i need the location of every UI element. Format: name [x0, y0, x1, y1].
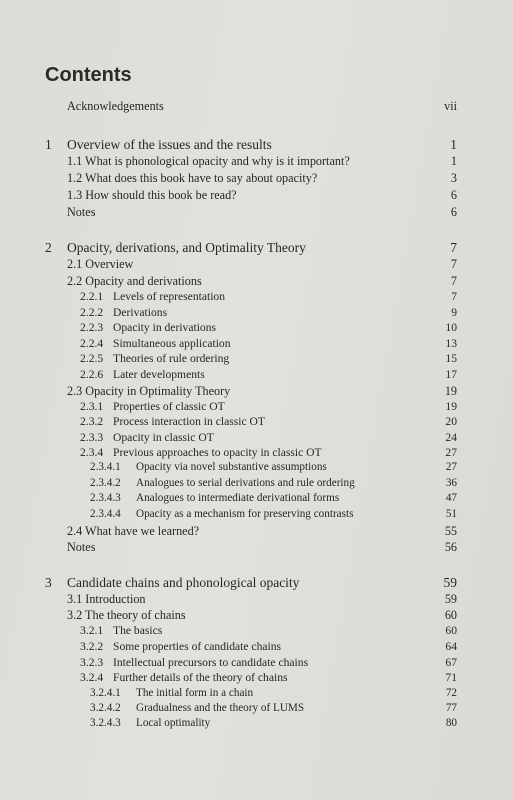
toc-entry-title: Further details of the theory of chains: [113, 671, 288, 684]
toc-entry-page-number: 17: [445, 368, 457, 381]
toc-entry-page-number: 6: [450, 205, 457, 219]
toc-entry-page-number: 3: [450, 171, 457, 185]
toc-entry-page-number: 59: [444, 592, 457, 606]
toc-entry-title: Notes: [67, 205, 96, 219]
toc-entry-number: 3.2.4.3: [90, 717, 121, 729]
toc-entry-title: Gradualness and the theory of LUMS: [136, 702, 305, 714]
toc-entry-page-number: 20: [445, 415, 457, 428]
toc-entry-title: Some properties of candidate chains: [113, 640, 282, 653]
toc-entry-page-number: 56: [444, 540, 457, 554]
toc-entry-page-number: 7: [450, 257, 457, 271]
toc-entry-page-number: 47: [445, 492, 457, 504]
toc-entry-number: 2.2.1: [80, 290, 104, 303]
toc-entry-page-number: 24: [445, 431, 457, 444]
toc-entry-page-number: 7: [450, 274, 457, 288]
toc-entry-page-number: 6: [450, 188, 457, 202]
toc-entry-page-number: 19: [444, 384, 457, 398]
toc-entry-page-number: 1: [450, 154, 457, 168]
toc-entry-page-number: 13: [445, 337, 457, 350]
toc-entry-number: 3.2.4.1: [90, 687, 121, 699]
toc-entry-number: 3.2.4: [80, 671, 104, 684]
toc-entry-title: 3.1 Introduction: [67, 592, 146, 606]
toc-entry-page-number: 27: [445, 446, 457, 459]
toc-entry-number: 2.2.4: [80, 337, 104, 350]
toc-entry-number: 3.2.3: [80, 656, 104, 669]
toc-entry-page-number: 1: [450, 137, 457, 152]
toc-entry-number: 2.2.3: [80, 321, 104, 334]
toc-entry-title: Process interaction in classic OT: [113, 415, 265, 428]
toc-entry-number: 2.3.2: [80, 415, 104, 428]
toc-entry-title: 3.2 The theory of chains: [67, 608, 186, 622]
toc-entry-page-number: 55: [444, 524, 457, 538]
toc-entry-title: Analogues to serial derivations and rule ordering: [136, 477, 355, 489]
toc-entry-number: 2: [45, 240, 52, 255]
toc-entry-title: Simultaneous application: [113, 337, 231, 350]
toc-entry-number: 2.3.1: [80, 400, 104, 413]
toc-entry-number: 2.3.4.3: [90, 492, 121, 504]
toc-entry-title: 2.2 Opacity and derivations: [67, 274, 202, 288]
page-title: Contents: [45, 64, 132, 86]
toc-entry-number: 2.3.4.1: [90, 461, 121, 473]
toc-entry-title: Previous approaches to opacity in classic OT: [113, 446, 322, 459]
toc-entry-page-number: 67: [445, 656, 457, 669]
toc-entry-title: 2.3 Opacity in Optimality Theory: [67, 384, 231, 398]
toc-entry-page-number: 60: [445, 624, 457, 637]
toc-entry-title: Analogues to intermediate derivational forms: [136, 492, 340, 504]
toc-entry-page-number: 72: [445, 687, 457, 699]
toc-entry-number: 3.2.2: [80, 640, 104, 653]
toc-entry-number: 2.3.4.2: [90, 477, 121, 489]
toc-entry-title: Opacity in derivations: [113, 321, 217, 334]
toc-entry-title: Notes: [67, 540, 96, 554]
toc-entry-page-number: 51: [445, 508, 457, 520]
toc-entry-title: Theories of rule ordering: [113, 352, 230, 365]
toc-entry-number: 3.2.4.2: [90, 702, 121, 714]
toc-entry-number: 2.2.2: [80, 306, 104, 319]
toc-entry-number: 3: [45, 575, 52, 590]
toc-entry-page-number: 9: [451, 306, 457, 319]
toc-entry-page-number: 27: [445, 461, 457, 473]
toc-entry-page-number: vii: [444, 99, 457, 113]
toc-entry-title: Opacity via novel substantive assumptions: [136, 461, 327, 473]
toc-entry-number: 3.2.1: [80, 624, 104, 637]
toc-entry-title: Later developments: [113, 368, 205, 381]
toc-entry-title: 2.1 Overview: [67, 257, 134, 271]
toc-entry-title: Derivations: [113, 306, 168, 319]
toc-entry-number: 2.3.3: [80, 431, 104, 444]
toc-entry-title: 1.3 How should this book be read?: [67, 188, 237, 202]
toc-entry-title: Overview of the issues and the results: [67, 137, 272, 152]
toc-entry-title: The basics: [113, 624, 163, 637]
toc-entry-page-number: 7: [450, 240, 457, 255]
toc-entry-page-number: 59: [443, 575, 457, 590]
toc-entry-title: Opacity as a mechanism for preserving contrasts: [136, 508, 354, 520]
toc-entry-number: 2.3.4.4: [90, 508, 121, 520]
toc-entry-page-number: 64: [445, 640, 457, 653]
toc-entry-number: 2.2.6: [80, 368, 104, 381]
toc-entry-page-number: 80: [445, 717, 457, 729]
toc-entry-title: Candidate chains and phonological opacity: [67, 575, 300, 590]
toc-entry-page-number: 60: [444, 608, 457, 622]
toc-entry-title: Opacity, derivations, and Optimality Theory: [67, 240, 306, 255]
toc-entry-page-number: 77: [445, 702, 457, 714]
toc-entry-page-number: 10: [445, 321, 457, 334]
toc-entry-title: Local optimality: [136, 717, 211, 729]
toc-entry-title: 1.1 What is phonological opacity and why is it important?: [67, 154, 350, 168]
toc-entry-title: Levels of representation: [113, 290, 226, 303]
toc-entry-page-number: 71: [445, 671, 457, 684]
toc-entry-number: 2.3.4: [80, 446, 104, 459]
toc-entry-title: The initial form in a chain: [136, 687, 254, 699]
toc-entry-page-number: 15: [445, 352, 457, 365]
toc-entry-title: Intellectual precursors to candidate chains: [113, 656, 309, 669]
toc-entry-title: 1.2 What does this book have to say about opacity?: [67, 171, 318, 185]
toc-entry-number: 2.2.5: [80, 352, 104, 365]
toc-entry-number: 1: [45, 137, 52, 152]
toc-entry-page-number: 36: [445, 477, 457, 489]
toc-entry-title: Properties of classic OT: [113, 400, 225, 413]
toc-entry-title: Acknowledgements: [67, 99, 164, 113]
toc-entry-title: 2.4 What have we learned?: [67, 524, 200, 538]
toc-entry-page-number: 19: [445, 400, 457, 413]
toc-entry-title: Opacity in classic OT: [113, 431, 214, 444]
toc-entry-page-number: 7: [451, 290, 457, 303]
